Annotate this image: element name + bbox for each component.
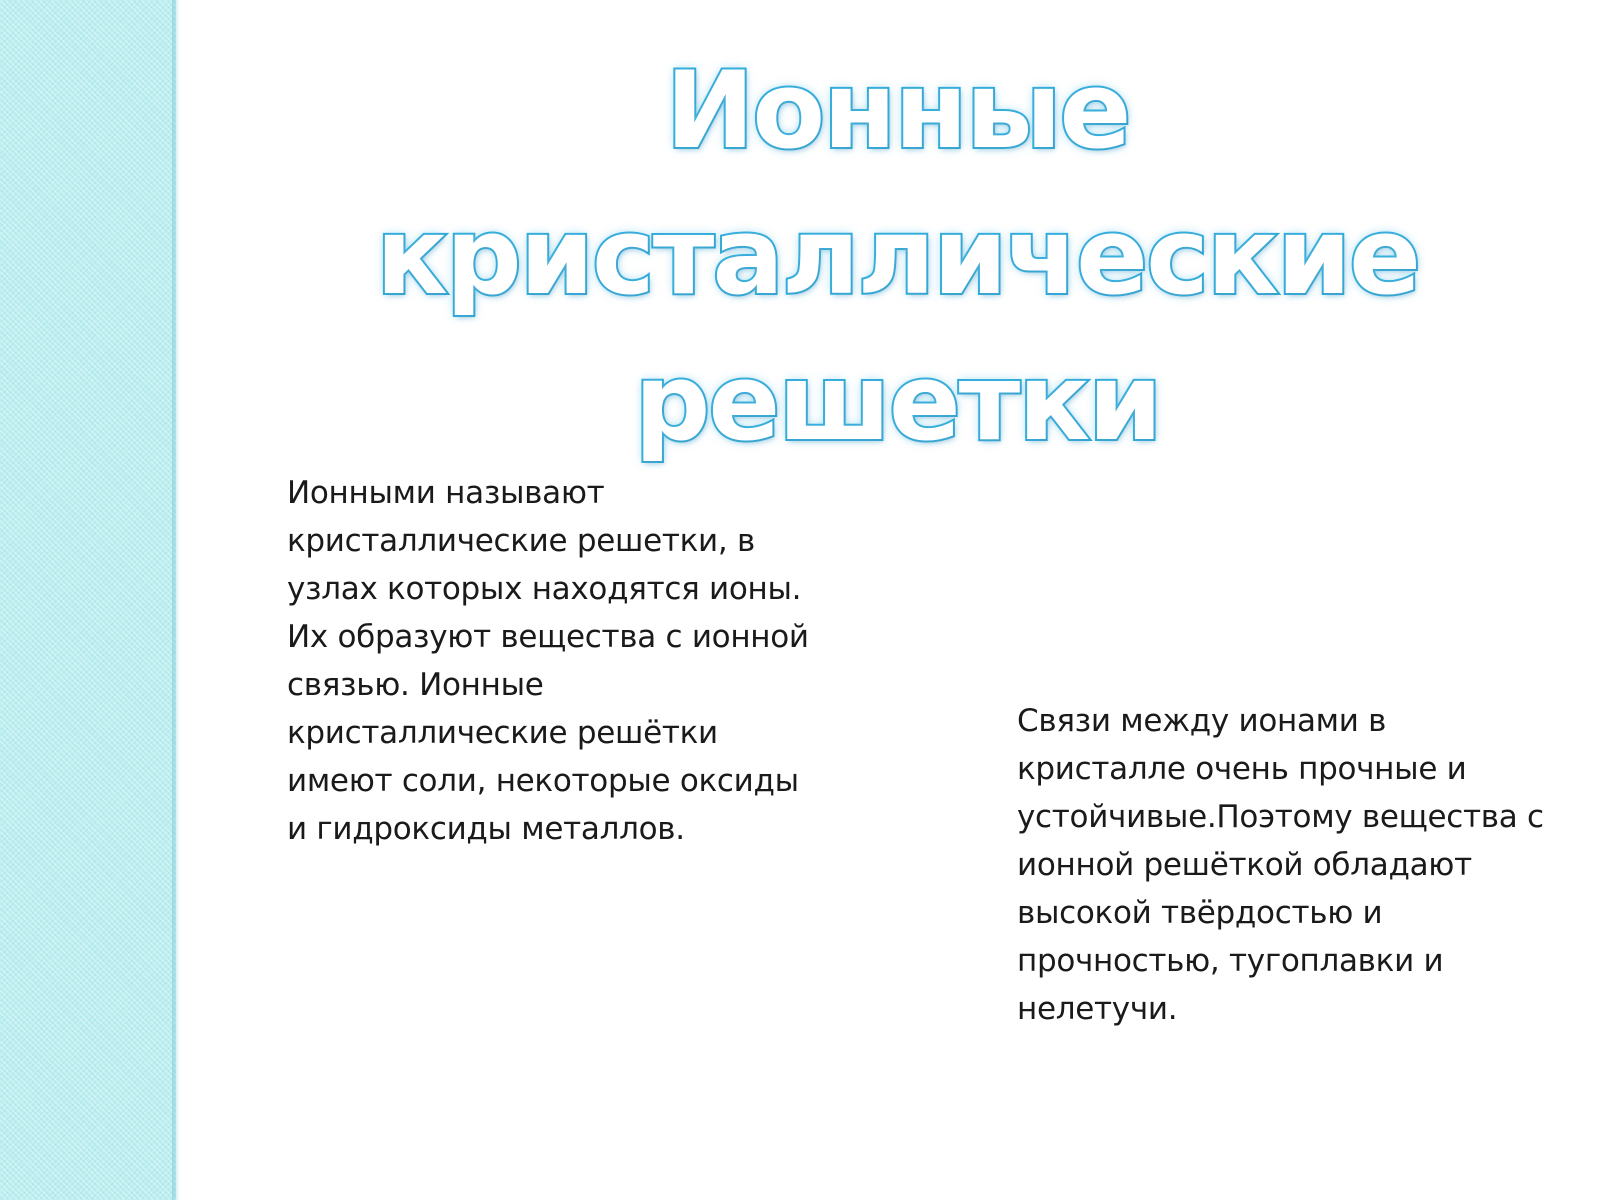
slide-title: Ионные кристаллические решетки [375, 49, 1420, 464]
side-band-shadow [172, 0, 180, 1200]
right-paragraph: Связи между ионами в кристалле очень прочные и устойчивые.Поэтому вещества с ионной решёткой обладают высокой твёрдостью и прочностью, тугоплавки и нелетучи. [1017, 703, 1544, 1027]
left-paragraph: Ионными называют кристаллические решетки, в узлах которых находятся ионы. Их образуют вещества с ионной связью. Ионные кристаллические решётки имеют соли, некоторые оксиды и гидроксиды металлов. [287, 475, 809, 847]
decorative-side-band [0, 0, 176, 1200]
